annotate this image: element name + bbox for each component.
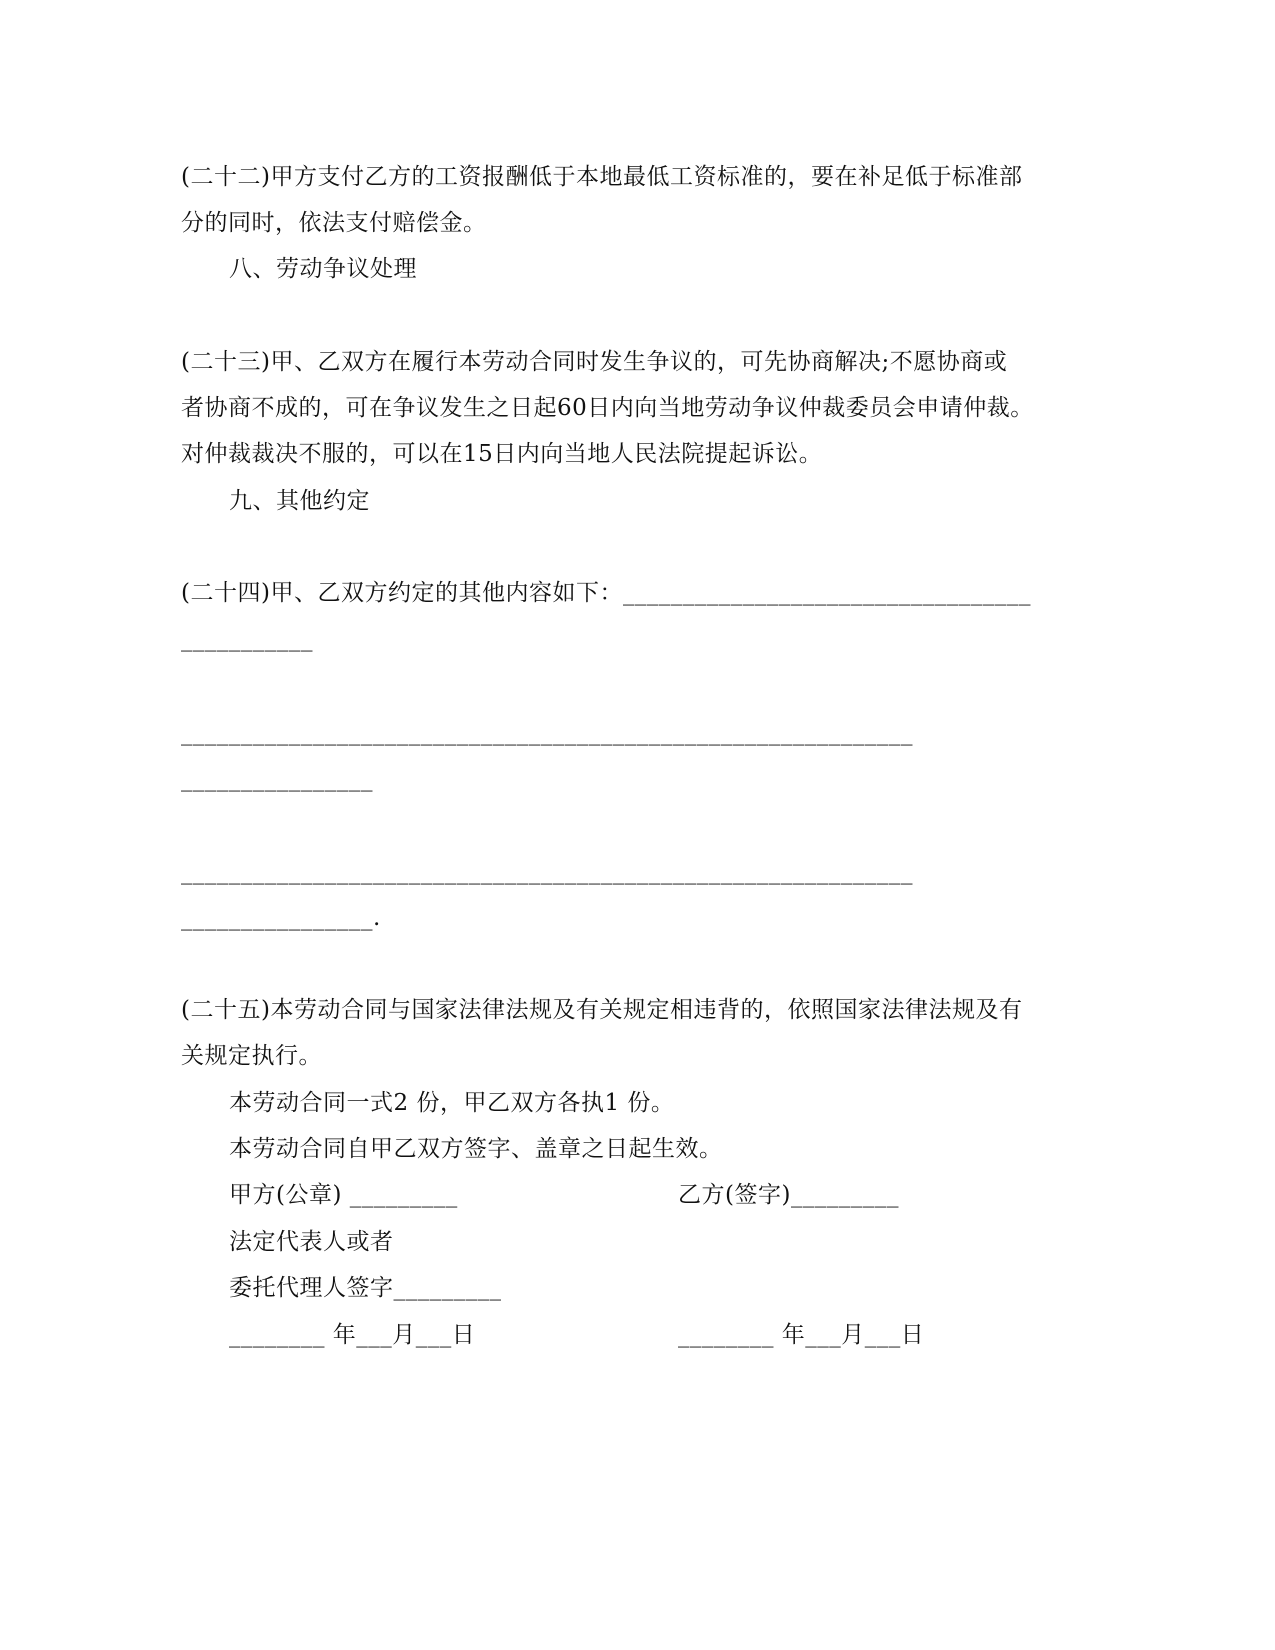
- section-9-heading: 九、其他约定: [229, 488, 370, 514]
- clause-25-line-2: 关规定执行。: [181, 1043, 322, 1069]
- clause-23-line-3: 对仲裁裁决不服的，可以在15日内向当地人民法院提起诉讼。: [181, 441, 823, 467]
- party-b-sign-field: 乙方(签字)_________: [678, 1182, 899, 1208]
- clause-24-blank-line-3: _____________________________________________________________: [181, 720, 913, 746]
- clause-22-line-2: 分的同时，依法支付赔偿金。: [181, 210, 487, 236]
- clause-22-line-1: (二十二)甲方支付乙方的工资报酬低于本地最低工资标准的，要在补足低于标准部: [181, 164, 1023, 190]
- clause-24-blank-line-2: ___________: [181, 626, 313, 652]
- clause-24-blank-line-4: ________________: [181, 766, 373, 792]
- section-8-heading: 八、劳动争议处理: [229, 256, 417, 282]
- clause-23-line-1: (二十三)甲、乙双方在履行本劳动合同时发生争议的，可先协商解决;不愿协商或: [181, 349, 1008, 375]
- party-b-date-field: ________ 年___月___日: [678, 1322, 925, 1348]
- clause-24-blank-line-5: _____________________________________________________________: [181, 859, 913, 885]
- clause-23-line-2: 者协商不成的，可在争议发生之日起60日内向当地劳动争议仲裁委员会申请仲裁。: [181, 395, 1034, 421]
- copies-text: 本劳动合同一式2 份，甲乙双方各执1 份。: [229, 1090, 675, 1116]
- party-a-date-field: ________ 年___月___日: [229, 1322, 476, 1348]
- agent-sign-field: 委托代理人签字_________: [229, 1275, 502, 1301]
- clause-24-blank-line-6: ________________.: [181, 905, 381, 931]
- effective-text: 本劳动合同自甲乙双方签字、盖章之日起生效。: [229, 1136, 723, 1162]
- clause-25-line-1: (二十五)本劳动合同与国家法律法规及有关规定相违背的，依照国家法律法规及有: [181, 997, 1023, 1023]
- clause-24-line-1: (二十四)甲、乙双方约定的其他内容如下：__________________________________: [181, 580, 1031, 606]
- party-a-seal-field: 甲方(公章) _________: [229, 1182, 458, 1208]
- legal-representative-label: 法定代表人或者: [229, 1229, 394, 1255]
